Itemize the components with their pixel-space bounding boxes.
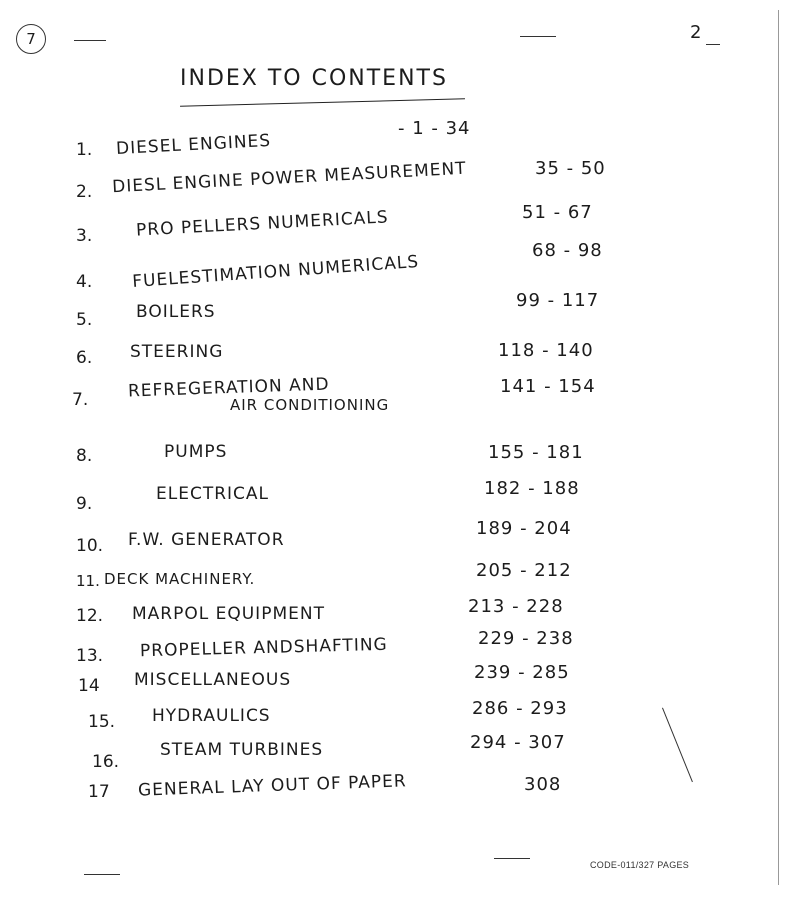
- entry-label: ELECTRICAL: [156, 484, 270, 504]
- top-left-dash: [74, 40, 106, 41]
- entry-label: F.W. GENERATOR: [128, 530, 285, 550]
- entry-label: BOILERS: [136, 302, 216, 322]
- entry-label: STEAM TURBINES: [160, 740, 324, 760]
- entry-label: MARPOL EQUIPMENT: [132, 604, 325, 624]
- page-edge-line: [778, 10, 779, 885]
- entry-label: PRO PELLERS NUMERICALS: [135, 207, 390, 241]
- entry-number: 16.: [92, 752, 120, 772]
- entry-label: HYDRAULICS: [152, 706, 271, 726]
- entry-label: DECK MACHINERY.: [104, 570, 256, 588]
- entry-pages: 294 - 307: [470, 732, 566, 753]
- entry-pages: 118 - 140: [498, 340, 594, 361]
- entry-label: FUELESTIMATION NUMERICALS: [131, 252, 420, 292]
- entry-number: 6.: [76, 348, 93, 368]
- bottom-left-dash: [84, 874, 120, 875]
- entry-pages: 99 - 117: [516, 290, 600, 311]
- entry-pages: 286 - 293: [472, 698, 568, 719]
- page-number: 2: [690, 22, 702, 43]
- entry-pages: 182 - 188: [484, 478, 580, 499]
- entry-number: 2.: [76, 182, 93, 202]
- entry-number: 8.: [76, 446, 93, 466]
- entry-label: PROPELLER ANDSHAFTING: [139, 634, 388, 662]
- entry-label: REFREGERATION AND: [127, 374, 330, 402]
- entry-pages: 308: [524, 774, 562, 795]
- footer-code: CODE-011/327 PAGES: [590, 860, 690, 870]
- entry-number: 4.: [76, 272, 93, 292]
- entry-pages: 68 - 98: [532, 240, 603, 261]
- entry-number: 10.: [76, 536, 104, 556]
- entry-pages: 155 - 181: [488, 442, 584, 463]
- page-number-dash: [706, 44, 720, 45]
- page-title: INDEX TO CONTENTS: [180, 66, 448, 91]
- entry-sublabel: AIR CONDITIONING: [230, 396, 390, 414]
- entry-number: 5.: [76, 310, 93, 330]
- entry-number: 14: [78, 676, 100, 696]
- entry-label: STEERING: [130, 342, 224, 362]
- entry-pages: 205 - 212: [476, 560, 572, 581]
- entry-number: 17: [88, 782, 110, 802]
- entry-label: GENERAL LAY OUT OF PAPER: [137, 771, 408, 801]
- entry-number: 9.: [76, 494, 93, 514]
- title-underline: [180, 98, 465, 106]
- entry-pages: 141 - 154: [500, 376, 596, 397]
- entry-pages: - 1 - 34: [398, 118, 471, 139]
- entry-label: DIESL ENGINE POWER MEASUREMENT: [111, 158, 468, 198]
- entry-number: 13.: [76, 646, 104, 666]
- margin-stroke: [662, 708, 693, 783]
- entry-number: 12.: [76, 606, 104, 626]
- entry-label: MISCELLANEOUS: [134, 670, 292, 690]
- entry-label: DIESEL ENGINES: [115, 130, 272, 160]
- bottom-center-dash: [494, 858, 530, 859]
- entry-pages: 51 - 67: [522, 202, 593, 223]
- entry-pages: 35 - 50: [535, 158, 606, 179]
- entry-pages: 229 - 238: [478, 628, 574, 649]
- entry-number: 15.: [88, 712, 116, 732]
- entry-label: PUMPS: [164, 442, 228, 462]
- entry-number: 3.: [76, 226, 93, 246]
- entry-number: 7.: [72, 390, 89, 410]
- entry-pages: 239 - 285: [474, 662, 570, 683]
- circled-page-mark: 7: [16, 24, 46, 54]
- entry-number: 11.: [76, 572, 100, 590]
- top-center-dash: [520, 36, 556, 37]
- entry-pages: 189 - 204: [476, 518, 572, 539]
- entry-pages: 213 - 228: [468, 596, 564, 617]
- entry-number: 1.: [76, 140, 93, 160]
